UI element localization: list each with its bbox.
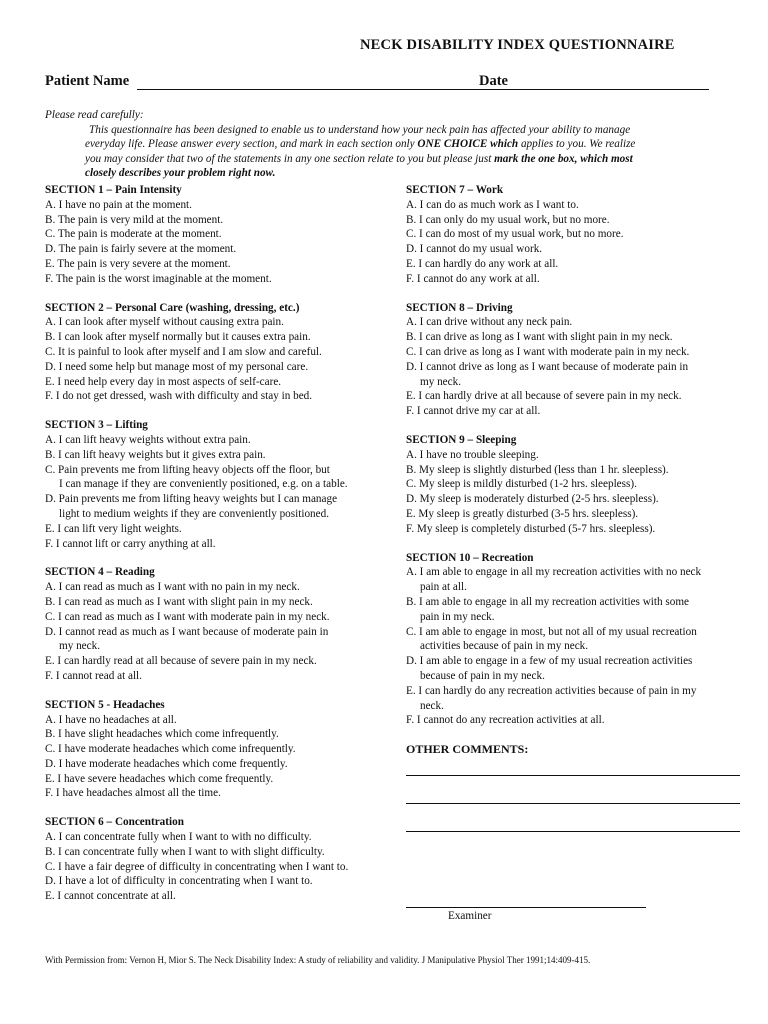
instructions-line-3 bbox=[45, 152, 725, 167]
patient-name-label: Patient Name bbox=[45, 73, 130, 89]
section-title: SECTION 7 – Work bbox=[406, 184, 504, 196]
instructions-text: everyday life. Please answer every section, and mark in each section only bbox=[85, 138, 418, 151]
answer-option[interactable]: E. My sleep is greatly disturbed (3-5 hrs. sleepless). bbox=[406, 507, 639, 520]
answer-option[interactable]: C. I can do most of my usual work, but no more. bbox=[406, 228, 624, 241]
answer-option[interactable]: C. It is painful to look after myself and I am slow and careful. bbox=[45, 345, 322, 358]
answer-option[interactable]: E. I need help every day in most aspects of self-care. bbox=[45, 375, 282, 388]
answer-option[interactable]: F. I cannot read at all. bbox=[45, 669, 142, 682]
answer-option[interactable]: A. I have no trouble sleeping. bbox=[406, 448, 539, 461]
section-title: SECTION 6 – Concentration bbox=[45, 816, 184, 829]
instructions-line-2 bbox=[45, 137, 725, 152]
section-title: SECTION 8 – Driving bbox=[406, 301, 513, 314]
questionnaire-section bbox=[406, 301, 746, 419]
mark-one-emphasis: mark the one box, which most bbox=[494, 152, 633, 165]
answer-option-continuation: because of pain in my neck. bbox=[420, 669, 545, 682]
answer-option-continuation: pain at all. bbox=[420, 581, 467, 594]
answer-option[interactable]: F. I have headaches almost all the time. bbox=[45, 787, 221, 800]
answer-option[interactable]: B. The pain is very mild at the moment. bbox=[45, 213, 224, 226]
answer-option[interactable]: D. I have moderate headaches which come frequently. bbox=[45, 757, 288, 770]
answer-option-continuation: I can manage if they are conveniently positioned, e.g. on a table. bbox=[59, 478, 348, 491]
answer-option[interactable]: B. I can drive as long as I want with slight pain in my neck. bbox=[406, 331, 673, 344]
answer-option[interactable]: C. I can drive as long as I want with moderate pain in my neck. bbox=[406, 345, 690, 358]
answer-option[interactable]: B. I can concentrate fully when I want to with slight difficulty. bbox=[45, 845, 325, 858]
page-title: NECK DISABILITY INDEX QUESTIONNAIRE bbox=[360, 37, 675, 53]
questionnaire-section bbox=[406, 183, 746, 287]
instructions-line-4 bbox=[45, 166, 725, 181]
answer-option-continuation: my neck. bbox=[420, 375, 462, 388]
patient-name-field[interactable] bbox=[137, 89, 519, 90]
answer-option[interactable]: F. I cannot drive my car at all. bbox=[406, 405, 541, 418]
answer-option[interactable]: E. I can hardly do any work at all. bbox=[406, 257, 559, 270]
section-title: SECTION 9 – Sleeping bbox=[406, 433, 517, 446]
answer-option[interactable]: D. I am able to engage in a few of my usual recreation activities bbox=[406, 655, 693, 668]
patient-header bbox=[45, 73, 725, 93]
answer-option[interactable]: D. I need some help but manage most of my personal care. bbox=[45, 360, 309, 373]
answer-option[interactable]: E. I can lift very light weights. bbox=[45, 522, 182, 535]
answer-option[interactable]: C. The pain is moderate at the moment. bbox=[45, 228, 222, 241]
answer-option[interactable]: D. The pain is fairly severe at the moment. bbox=[45, 243, 237, 256]
section-title: SECTION 10 – Recreation bbox=[406, 551, 534, 564]
comment-line[interactable] bbox=[406, 774, 740, 776]
questionnaire-section bbox=[45, 418, 395, 551]
answer-option[interactable]: F. My sleep is completely disturbed (5-7 hrs. sleepless). bbox=[406, 522, 656, 535]
section-title: SECTION 4 – Reading bbox=[45, 566, 155, 579]
answer-option-continuation: my neck. bbox=[59, 640, 101, 653]
examiner-signature-line[interactable] bbox=[406, 907, 646, 908]
date-label: Date bbox=[479, 73, 508, 89]
answer-option[interactable]: A. I can read as much as I want with no pain in my neck. bbox=[45, 581, 300, 594]
instructions-text: you may consider that two of the statements in any one section relate to you but please just bbox=[85, 152, 495, 165]
answer-option-continuation: pain in my neck. bbox=[420, 610, 495, 623]
answer-option[interactable]: F. I cannot lift or carry anything at all. bbox=[45, 537, 216, 550]
answer-option-continuation: light to medium weights if they are conveniently positioned. bbox=[59, 507, 330, 520]
answer-option[interactable]: D. My sleep is moderately disturbed (2-5 hrs. sleepless). bbox=[406, 493, 659, 506]
section-title: SECTION 2 – Personal Care (washing, dressing, etc.) bbox=[45, 301, 300, 314]
answer-option[interactable]: E. The pain is very severe at the moment. bbox=[45, 257, 231, 270]
answer-option[interactable]: A. I am able to engage in all my recreation activities with no neck bbox=[406, 566, 702, 579]
answer-option[interactable]: B. I can only do my usual work, but no more. bbox=[406, 213, 610, 226]
answer-option[interactable]: B. My sleep is slightly disturbed (less than 1 hr. sleepless). bbox=[406, 463, 669, 476]
answer-option[interactable]: F. I cannot do any work at all. bbox=[406, 272, 540, 285]
answer-option[interactable]: A. I can drive without any neck pain. bbox=[406, 316, 573, 329]
answer-option[interactable]: D. I cannot read as much as I want because of moderate pain in bbox=[45, 625, 329, 638]
instructions-line-1: This questionnaire has been designed to enable us to understand how your neck pain has affected your ability to manage bbox=[89, 123, 631, 136]
questionnaire-section bbox=[45, 183, 395, 287]
section-title: SECTION 3 – Lifting bbox=[45, 419, 148, 432]
answer-option[interactable]: A. I have no pain at the moment. bbox=[45, 198, 192, 211]
answer-option[interactable]: A. I can look after myself without causing extra pain. bbox=[45, 316, 284, 329]
answer-option[interactable]: E. I can hardly drive at all because of severe pain in my neck. bbox=[406, 390, 682, 403]
answer-option[interactable]: B. I have slight headaches which come infrequently. bbox=[45, 728, 279, 741]
section-title: SECTION 5 - Headaches bbox=[45, 698, 165, 711]
questionnaire-section bbox=[406, 433, 746, 537]
answer-option[interactable]: A. I can lift heavy weights without extra pain. bbox=[45, 433, 251, 446]
answer-option[interactable]: D. I cannot drive as long as I want because of moderate pain in bbox=[406, 360, 689, 373]
other-comments-label: OTHER COMMENTS: bbox=[406, 742, 529, 757]
answer-option-continuation: activities because of pain in my neck. bbox=[420, 640, 589, 653]
closely-describes-emphasis: closely describes your problem right now. bbox=[85, 167, 276, 180]
questionnaire-section bbox=[45, 565, 395, 683]
answer-option[interactable]: E. I cannot concentrate at all. bbox=[45, 890, 176, 903]
answer-option[interactable]: A. I have no headaches at all. bbox=[45, 713, 177, 726]
answer-option[interactable]: C. I have moderate headaches which come infrequently. bbox=[45, 743, 296, 756]
instructions-text: applies to you. We realize bbox=[518, 138, 636, 151]
answer-option[interactable]: F. I do not get dressed, wash with difficulty and stay in bed. bbox=[45, 390, 313, 403]
answer-option[interactable]: C. My sleep is mildly disturbed (1-2 hrs. sleepless). bbox=[406, 478, 637, 491]
answer-option[interactable]: B. I can lift heavy weights but it gives extra pain. bbox=[45, 448, 266, 461]
one-choice-emphasis: ONE CHOICE which bbox=[417, 138, 519, 151]
read-carefully-text: Please read carefully: bbox=[45, 109, 144, 121]
examiner-block bbox=[406, 907, 646, 922]
answer-option[interactable]: E. I can hardly read at all because of severe pain in my neck. bbox=[45, 655, 317, 668]
instructions bbox=[45, 108, 725, 181]
examiner-label: Examiner bbox=[448, 910, 492, 922]
answer-option[interactable]: F. I cannot do any recreation activities at all. bbox=[406, 714, 605, 727]
answer-option[interactable]: F. The pain is the worst imaginable at the moment. bbox=[45, 272, 272, 285]
answer-option[interactable]: E. I have severe headaches which come frequently. bbox=[45, 772, 274, 785]
citation-footer: With Permission from: Vernon H, Mior S. The Neck Disability Index: A study of reliability and validity. J Manipulative Physiol Ther 1991;14:409-415. bbox=[45, 955, 591, 965]
answer-option[interactable]: B. I can look after myself normally but it causes extra pain. bbox=[45, 331, 311, 344]
answer-option[interactable]: D. I have a lot of difficulty in concentrating when I want to. bbox=[45, 875, 313, 888]
answer-option[interactable]: B. I can read as much as I want with slight pain in my neck. bbox=[45, 595, 313, 608]
answer-option[interactable]: C. Pain prevents me from lifting heavy objects off the floor, but bbox=[45, 463, 330, 476]
answer-option[interactable]: C. I can read as much as I want with moderate pain in my neck. bbox=[45, 610, 330, 623]
section-title: SECTION 1 – Pain Intensity bbox=[45, 184, 182, 196]
answer-option[interactable]: D. I cannot do my usual work. bbox=[406, 243, 543, 256]
answer-option[interactable]: E. I can hardly do any recreation activities because of pain in my bbox=[406, 684, 697, 697]
date-field[interactable] bbox=[515, 89, 709, 90]
answer-option[interactable]: C. I am able to engage in most, but not all of my usual recreation bbox=[406, 625, 697, 638]
answer-option[interactable]: B. I am able to engage in all my recreation activities with some bbox=[406, 595, 690, 608]
questionnaire-section bbox=[45, 698, 395, 802]
answer-option[interactable]: A. I can concentrate fully when I want to with no difficulty. bbox=[45, 831, 312, 844]
right-column bbox=[406, 183, 746, 832]
left-column bbox=[45, 183, 395, 918]
questionnaire-section bbox=[45, 301, 395, 405]
answer-option[interactable]: A. I can do as much work as I want to. bbox=[406, 198, 579, 211]
answer-option-continuation: neck. bbox=[420, 699, 444, 712]
answer-option[interactable]: C. I have a fair degree of difficulty in concentrating when I want to. bbox=[45, 860, 349, 873]
questionnaire-section bbox=[45, 815, 395, 904]
comment-line[interactable] bbox=[406, 802, 740, 804]
comment-line[interactable] bbox=[406, 830, 740, 832]
questionnaire-section bbox=[406, 551, 746, 729]
answer-option[interactable]: D. Pain prevents me from lifting heavy weights but I can manage bbox=[45, 493, 338, 506]
